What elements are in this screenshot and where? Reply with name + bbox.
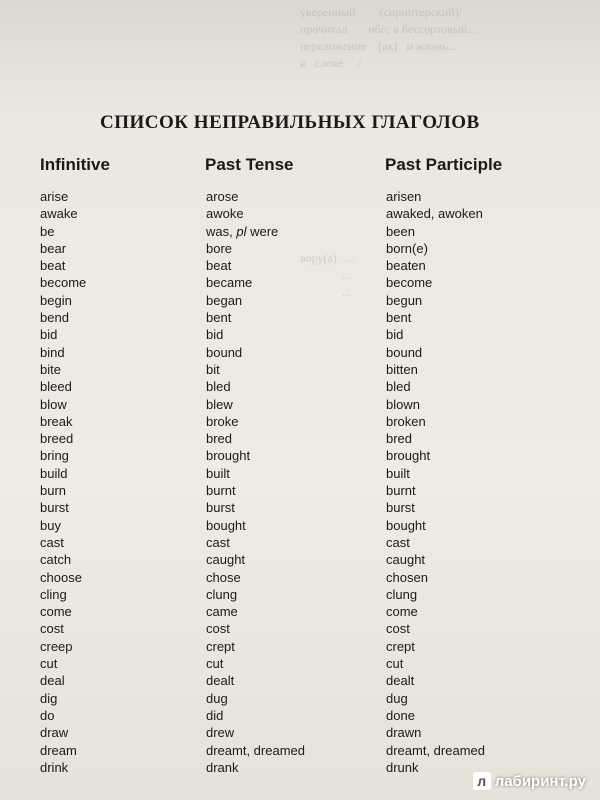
past-tense-cell: broke [206,413,239,429]
table-row [0,223,600,240]
past-tense-cell: awoke [206,206,244,222]
past-tense-cell: burnt [206,483,236,499]
infinitive-cell: dream [40,742,77,758]
past-participle-cell: been [386,223,415,239]
infinitive-cell: come [40,604,72,620]
infinitive-cell: dig [40,690,58,706]
header-infinitive: Infinitive [40,155,110,174]
table-row [0,482,600,499]
past-tense-cell: dreamt, dreamed [206,742,305,758]
past-participle-cell: drunk [386,759,419,775]
table-row [0,344,600,361]
table-row [0,724,600,741]
past-tense-cell: came [206,604,238,620]
past-participle-cell: bred [386,431,413,447]
infinitive-cell: breed [40,431,74,447]
past-tense-cell: bid [206,327,224,343]
past-tense-cell: drew [206,725,235,741]
past-participle-cell: burst [386,500,415,516]
infinitive-cell: cling [40,586,67,602]
infinitive-cell: bleed [40,379,72,395]
past-participle-cell: bid [386,327,404,343]
table-row [0,569,600,586]
infinitive-cell: be [40,223,55,239]
infinitive-cell: break [40,413,73,429]
past-participle-cell: caught [386,552,426,568]
past-participle-cell: dealt [386,673,415,689]
past-tense-cell: clung [206,586,238,602]
past-tense-cell: blew [206,396,233,412]
table-row [0,517,600,534]
table-row [0,707,600,724]
infinitive-cell: drink [40,759,69,775]
past-participle-cell: built [386,465,410,481]
table-row [0,240,600,257]
past-tense-cell: crept [206,638,235,654]
watermark-logo [473,772,586,790]
past-tense-cell: cut [206,656,224,672]
table-row [0,378,600,395]
table-row [0,534,600,551]
past-tense-cell: cost [206,621,230,637]
past-tense-cell: cast [206,534,230,550]
table-row [0,638,600,655]
past-tense-cell: built [206,465,230,481]
infinitive-cell: cut [40,656,58,672]
bleed-through-text-top: уверенный (спринтерский)/ прочитал ибо; в бессортовый... переложение [ак] и жизнь... в слове / [300,5,477,70]
past-tense-cell: bled [206,379,231,395]
infinitive-cell: arise [40,189,69,204]
infinitive-cell: bid [40,327,58,343]
table-row [0,655,600,672]
table-row [0,396,600,413]
table-row [0,326,600,343]
past-participle-cell: cost [386,621,410,637]
table-row [0,361,600,378]
infinitive-cell: bend [40,310,69,326]
infinitive-cell: draw [40,725,69,741]
past-participle-cell: cast [386,534,410,550]
past-participle-cell: arisen [386,189,422,204]
past-participle-cell: bled [386,379,411,395]
infinitive-cell: burn [40,483,67,499]
past-tense-cell: drank [206,759,239,775]
past-participle-cell: chosen [386,569,428,585]
infinitive-cell: burst [40,500,69,516]
past-participle-cell: cut [386,656,404,672]
past-tense-cell: bent [206,310,232,326]
past-tense-cell: arose [206,189,239,204]
table-row [0,603,600,620]
table-row [0,309,600,326]
past-participle-cell: born(e) [386,240,428,256]
table-row [0,257,600,274]
infinitive-cell: do [40,707,55,723]
past-participle-cell: clung [386,586,418,602]
past-tense-cell: dug [206,690,228,706]
table-row [0,690,600,707]
infinitive-cell: blow [40,396,67,412]
table-row [0,499,600,516]
past-participle-cell: broken [386,413,426,429]
infinitive-cell: choose [40,569,82,585]
past-tense-cell: became [206,275,253,291]
past-participle-cell: bitten [386,361,418,377]
past-tense-cell: was, pl were [206,223,279,239]
infinitive-cell: awake [40,206,78,222]
past-tense-cell: did [206,707,224,723]
page-title: СПИСОК НЕПРАВИЛЬНЫХ ГЛАГОЛОВ [100,112,480,133]
past-participle-cell: beaten [386,258,426,274]
infinitive-cell: bear [40,240,67,256]
past-participle-cell: burnt [386,483,416,499]
table-row [0,742,600,759]
bleed-through-text-middle: вору(а) ... ... ... [300,251,355,299]
past-tense-cell: began [206,292,243,308]
header-past-participle: Past Participle [385,155,503,174]
past-participle-cell: brought [386,448,431,464]
labirint-book-icon: л [473,772,491,790]
infinitive-cell: buy [40,517,61,533]
past-tense-cell: bound [206,344,243,360]
past-participle-cell: done [386,707,415,723]
table-row [0,586,600,603]
past-participle-cell: drawn [386,725,422,741]
infinitive-cell: deal [40,673,65,689]
header-past-tense: Past Tense [205,155,294,174]
infinitive-cell: bind [40,344,65,360]
past-participle-cell: blown [386,396,420,412]
past-participle-cell: bent [386,310,412,326]
table-row [0,430,600,447]
infinitive-cell: cast [40,534,64,550]
past-participle-cell: bought [386,517,426,533]
past-participle-cell: begun [386,292,423,308]
verb-table [0,188,600,776]
past-tense-cell: chose [206,569,241,585]
table-row [0,672,600,689]
table-row [0,413,600,430]
table-row [0,551,600,568]
past-tense-cell: bought [206,517,246,533]
past-participle-cell: crept [386,638,415,654]
infinitive-cell: bring [40,448,69,464]
past-tense-cell: beat [206,258,232,274]
past-tense-cell: brought [206,448,251,464]
infinitive-cell: build [40,465,68,481]
infinitive-cell: creep [40,638,73,654]
past-tense-cell: bit [206,361,220,377]
past-tense-cell: burst [206,500,235,516]
past-tense-cell: bred [206,431,233,447]
past-participle-cell: bound [386,344,423,360]
past-participle-cell: dreamt, dreamed [386,742,485,758]
table-row [0,292,600,309]
infinitive-cell: begin [40,292,72,308]
table-row [0,188,600,205]
table-row [0,447,600,464]
infinitive-cell: become [40,275,87,291]
infinitive-cell: cost [40,621,64,637]
infinitive-cell: bite [40,361,61,377]
infinitive-cell: beat [40,258,66,274]
table-row [0,205,600,222]
past-participle-cell: dug [386,690,408,706]
table-row [0,465,600,482]
past-tense-cell: dealt [206,673,235,689]
past-participle-cell: come [386,604,418,620]
table-row [0,620,600,637]
past-tense-cell: bore [206,240,233,256]
watermark-text: лабиринт.ру [494,772,586,790]
table-row [0,274,600,291]
past-tense-cell: caught [206,552,246,568]
past-participle-cell: awaked, awoken [386,206,483,222]
past-participle-cell: become [386,275,433,291]
infinitive-cell: catch [40,552,72,568]
